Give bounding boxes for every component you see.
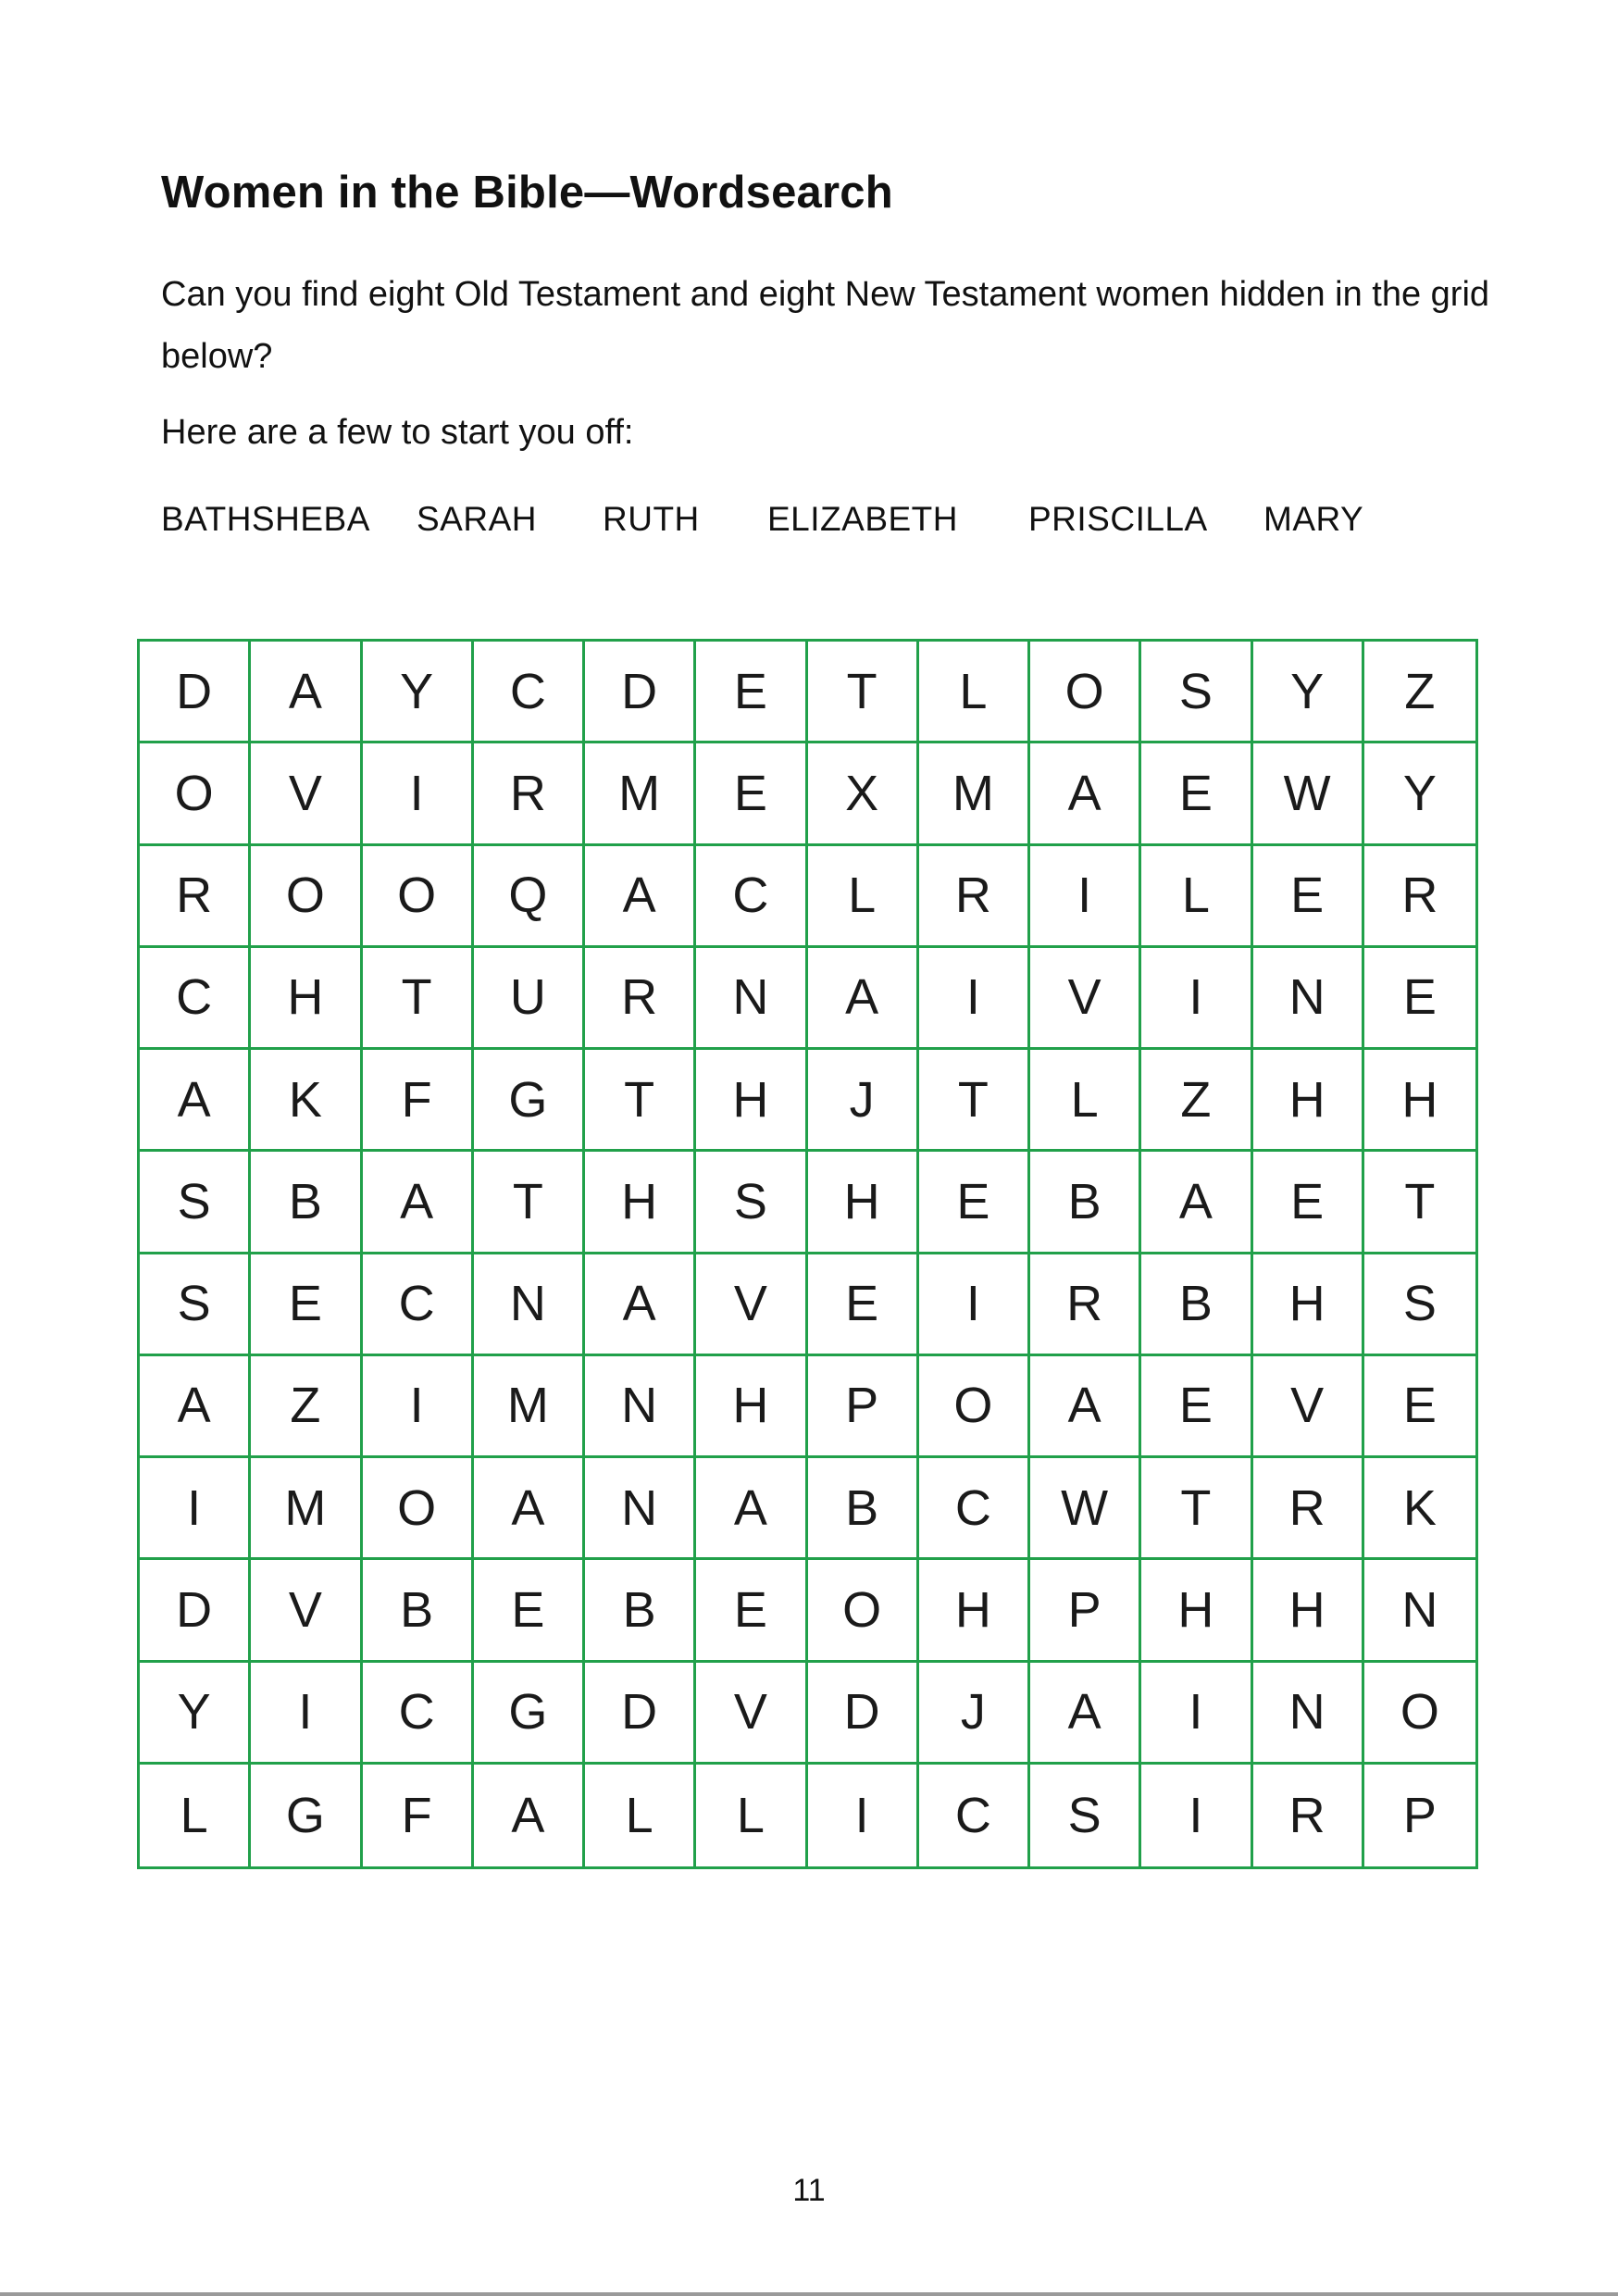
grid-cell-r8-c2[interactable]: Z — [251, 1356, 362, 1458]
grid-cell-r1-c7[interactable]: T — [808, 642, 919, 743]
grid-cell-r3-c6[interactable]: C — [696, 846, 807, 948]
grid-cell-r11-c5[interactable]: D — [585, 1663, 696, 1765]
grid-cell-r3-c9[interactable]: I — [1030, 846, 1141, 948]
grid-cell-r11-c7[interactable]: D — [808, 1663, 919, 1765]
grid-cell-r6-c6[interactable]: S — [696, 1152, 807, 1254]
grid-cell-r2-c5[interactable]: M — [585, 743, 696, 845]
hint-word-sarah: SARAH — [417, 500, 537, 538]
grid-cell-r4-c4[interactable]: U — [474, 948, 585, 1050]
grid-cell-r8-c3[interactable]: I — [363, 1356, 474, 1458]
grid-cell-r10-c8[interactable]: H — [919, 1560, 1030, 1662]
grid-cell-r10-c4[interactable]: E — [474, 1560, 585, 1662]
starter-text: Here are a few to start you off: — [161, 413, 634, 452]
grid-cell-r10-c1[interactable]: D — [140, 1560, 251, 1662]
grid-cell-r2-c12[interactable]: Y — [1364, 743, 1475, 845]
grid-cell-r12-c8[interactable]: C — [919, 1765, 1030, 1866]
grid-cell-r3-c5[interactable]: A — [585, 846, 696, 948]
grid-cell-r6-c1[interactable]: S — [140, 1152, 251, 1254]
grid-cell-r4-c3[interactable]: T — [363, 948, 474, 1050]
grid-cell-r12-c9[interactable]: S — [1030, 1765, 1141, 1866]
grid-cell-r9-c10[interactable]: T — [1141, 1458, 1252, 1560]
grid-cell-r11-c8[interactable]: J — [919, 1663, 1030, 1765]
grid-cell-r1-c5[interactable]: D — [585, 642, 696, 743]
page-number: 11 — [792, 2173, 826, 2208]
grid-cell-r7-c9[interactable]: R — [1030, 1254, 1141, 1356]
grid-cell-r11-c4[interactable]: G — [474, 1663, 585, 1765]
grid-cell-r4-c10[interactable]: I — [1141, 948, 1252, 1050]
grid-cell-r4-c9[interactable]: V — [1030, 948, 1141, 1050]
grid-cell-r8-c10[interactable]: E — [1141, 1356, 1252, 1458]
grid-cell-r3-c1[interactable]: R — [140, 846, 251, 948]
grid-cell-r11-c1[interactable]: Y — [140, 1663, 251, 1765]
grid-cell-r12-c12[interactable]: P — [1402, 1787, 1437, 1843]
grid-cell-r11-c12[interactable]: O — [1364, 1663, 1475, 1765]
grid-cell-r5-c12[interactable]: H — [1364, 1050, 1475, 1152]
instructions-text: Can you find eight Old Testament and eight New Testament women hidden in the grid below? — [161, 275, 1490, 376]
grid-cell-r9-c9[interactable]: W — [1030, 1458, 1141, 1560]
grid-cell-r7-c6[interactable]: V — [696, 1254, 807, 1356]
grid-cell-r7-c8[interactable]: I — [919, 1254, 1030, 1356]
grid-cell-r10-c3[interactable]: B — [363, 1560, 474, 1662]
grid-cell-r2-c4[interactable]: R — [474, 743, 585, 845]
grid-cell-r6-c5[interactable]: H — [585, 1152, 696, 1254]
grid-cell-r12-c2[interactable]: G — [251, 1765, 362, 1866]
grid-cell-r5-c9[interactable]: L — [1030, 1050, 1141, 1152]
grid-cell-r2-c10[interactable]: E — [1141, 743, 1252, 845]
grid-cell-r7-c10[interactable]: B — [1141, 1254, 1252, 1356]
grid-cell-r3-c11[interactable]: E — [1253, 846, 1364, 948]
grid-cell-r12-c6[interactable]: L — [696, 1765, 807, 1866]
grid-cell-r7-c4[interactable]: N — [474, 1254, 585, 1356]
grid-cell-r10-c5[interactable]: B — [585, 1560, 696, 1662]
page-title: Women in the Bible—Wordsearch — [161, 168, 893, 218]
grid-cell-r9-c8[interactable]: C — [919, 1458, 1030, 1560]
grid-cell-r11-c2[interactable]: I — [251, 1663, 362, 1765]
grid-cell-r2-c8[interactable]: M — [919, 743, 1030, 845]
grid-cell-r7-c2[interactable]: E — [251, 1254, 362, 1356]
grid-cell-r4-c12[interactable]: E — [1364, 948, 1475, 1050]
grid-cell-r9-c6[interactable]: A — [696, 1458, 807, 1560]
grid-cell-r1-c10[interactable]: S — [1141, 642, 1252, 743]
grid-cell-r6-c7[interactable]: H — [808, 1152, 919, 1254]
grid-cell-r1-c2[interactable]: A — [251, 642, 362, 743]
grid-cell-r6-c10[interactable]: A — [1141, 1152, 1252, 1254]
grid-cell-r12-c11[interactable]: R — [1253, 1765, 1364, 1866]
grid-cell-r5-c1[interactable]: A — [140, 1050, 251, 1152]
grid-cell-r6-c11[interactable]: E — [1253, 1152, 1364, 1254]
grid-cell-r2-c11[interactable]: W — [1253, 743, 1364, 845]
grid-cell-r6-c12[interactable]: T — [1364, 1152, 1475, 1254]
grid-cell-r7-c5[interactable]: A — [585, 1254, 696, 1356]
grid-cell-r1-c9[interactable]: O — [1030, 642, 1141, 743]
grid-cell-r9-c5[interactable]: N — [585, 1458, 696, 1560]
grid-cell-r1-c12[interactable]: Z — [1364, 642, 1475, 743]
grid-cell-r10-c6[interactable]: E — [696, 1560, 807, 1662]
grid-cell-r5-c3[interactable]: F — [363, 1050, 474, 1152]
grid-cell-r8-c1[interactable]: A — [140, 1356, 251, 1458]
grid-cell-r3-c10[interactable]: L — [1141, 846, 1252, 948]
grid-cell-r11-c9[interactable]: A — [1030, 1663, 1141, 1765]
grid-cell-r5-c5[interactable]: T — [585, 1050, 696, 1152]
grid-cell-r10-c12[interactable]: N — [1364, 1560, 1475, 1662]
grid-cell-r9-c7[interactable]: B — [808, 1458, 919, 1560]
grid-cell-r2-c3[interactable]: I — [363, 743, 474, 845]
grid-cell-r11-c3[interactable]: C — [363, 1663, 474, 1765]
grid-cell-r3-c4[interactable]: Q — [474, 846, 585, 948]
grid-cell-r5-c8[interactable]: T — [919, 1050, 1030, 1152]
grid-cell-r8-c4[interactable]: M — [474, 1356, 585, 1458]
grid-cell-r12-c3[interactable]: F — [363, 1765, 474, 1866]
grid-cell-r12-c1[interactable]: L — [140, 1765, 251, 1866]
grid-cell-r6-c9[interactable]: B — [1030, 1152, 1141, 1254]
hint-word-ruth: RUTH — [603, 500, 700, 538]
grid-cell-r6-c4[interactable]: T — [474, 1152, 585, 1254]
grid-cell-r6-c2[interactable]: B — [251, 1152, 362, 1254]
grid-cell-r12-c10[interactable]: I — [1141, 1765, 1252, 1866]
grid-cell-r4-c5[interactable]: R — [585, 948, 696, 1050]
grid-cell-r11-c11[interactable]: N — [1253, 1663, 1364, 1765]
grid-cell-r10-c2[interactable]: V — [251, 1560, 362, 1662]
grid-cell-r11-c10[interactable]: I — [1141, 1663, 1252, 1765]
grid-cell-r5-c4[interactable]: G — [474, 1050, 585, 1152]
grid-cell-r3-c7[interactable]: L — [808, 846, 919, 948]
grid-cell-r5-c7[interactable]: J — [808, 1050, 919, 1152]
grid-cell-r8-c11[interactable]: V — [1253, 1356, 1364, 1458]
grid-cell-r3-c3[interactable]: O — [363, 846, 474, 948]
grid-cell-r5-c10[interactable]: Z — [1141, 1050, 1252, 1152]
grid-cell-r9-c12[interactable]: K — [1364, 1458, 1475, 1560]
grid-cell-r4-c7[interactable]: A — [808, 948, 919, 1050]
grid-cell-r8-c8[interactable]: O — [919, 1356, 1030, 1458]
grid-cell-r4-c6[interactable]: N — [696, 948, 807, 1050]
wordsearch-grid — [137, 639, 1478, 1869]
grid-cell-r12-c5[interactable]: L — [585, 1765, 696, 1866]
grid-cell-r9-c2[interactable]: M — [251, 1458, 362, 1560]
hint-word-elizabeth: ELIZABETH — [767, 500, 958, 538]
grid-cell-r12-c4[interactable]: A — [474, 1765, 585, 1866]
hint-word-priscilla: PRISCILLA — [1028, 500, 1208, 538]
grid-cell-r1-c8[interactable]: L — [919, 642, 1030, 743]
grid-cell-r1-c4[interactable]: C — [474, 642, 585, 743]
grid-cell-r7-c7[interactable]: E — [808, 1254, 919, 1356]
grid-cell-r8-c5[interactable]: N — [585, 1356, 696, 1458]
grid-cell-r2-c1[interactable]: O — [140, 743, 251, 845]
grid-cell-r1-c3[interactable]: Y — [363, 642, 474, 743]
grid-cell-r3-c12[interactable]: R — [1364, 846, 1475, 948]
bottom-rule — [0, 2292, 1618, 2296]
grid-cell-r4-c8[interactable]: I — [919, 948, 1030, 1050]
grid-cell-r8-c6[interactable]: H — [696, 1356, 807, 1458]
grid-cell-r3-c8[interactable]: R — [919, 846, 1030, 948]
grid-cell-r9-c3[interactable]: O — [363, 1458, 474, 1560]
grid-cell-r2-c6[interactable]: E — [696, 743, 807, 845]
hint-word-mary: MARY — [1263, 500, 1364, 538]
grid-cell-r1-c1[interactable]: D — [140, 642, 251, 743]
grid-cell-r9-c1[interactable]: I — [140, 1458, 251, 1560]
grid-cell-r5-c11[interactable]: H — [1253, 1050, 1364, 1152]
grid-cell-r7-c3[interactable]: C — [363, 1254, 474, 1356]
grid-cell-r7-c1[interactable]: S — [140, 1254, 251, 1356]
grid-cell-r4-c2[interactable]: H — [251, 948, 362, 1050]
grid-cell-r3-c2[interactable]: O — [251, 846, 362, 948]
grid-cell-r11-c6[interactable]: V — [696, 1663, 807, 1765]
grid-cell-r9-c4[interactable]: A — [474, 1458, 585, 1560]
grid-cell-r5-c6[interactable]: H — [696, 1050, 807, 1152]
grid-cell-r6-c8[interactable]: E — [919, 1152, 1030, 1254]
grid-cell-r10-c11[interactable]: H — [1253, 1560, 1364, 1662]
grid-cell-r8-c12[interactable]: E — [1364, 1356, 1475, 1458]
grid-cell-r6-c3[interactable]: A — [363, 1152, 474, 1254]
grid-cell-r2-c2[interactable]: V — [251, 743, 362, 845]
grid-cell-r1-c11[interactable]: Y — [1253, 642, 1364, 743]
grid-cell-r4-c1[interactable]: C — [140, 948, 251, 1050]
grid-cell-r2-c9[interactable]: A — [1030, 743, 1141, 845]
grid-cell-r10-c7[interactable]: O — [808, 1560, 919, 1662]
grid-cell-r10-c9[interactable]: P — [1030, 1560, 1141, 1662]
grid-cell-r7-c11[interactable]: H — [1253, 1254, 1364, 1356]
grid-cell-r1-c6[interactable]: E — [696, 642, 807, 743]
grid-cell-r8-c9[interactable]: A — [1030, 1356, 1141, 1458]
grid-cell-r9-c11[interactable]: R — [1253, 1458, 1364, 1560]
hint-word-bathsheba: BATHSHEBA — [161, 500, 370, 538]
grid-cell-r5-c2[interactable]: K — [251, 1050, 362, 1152]
grid-cell-r4-c11[interactable]: N — [1253, 948, 1364, 1050]
grid-cell-r12-c7[interactable]: I — [808, 1765, 919, 1866]
grid-cell-r2-c7[interactable]: X — [808, 743, 919, 845]
grid-cell-r10-c10[interactable]: H — [1141, 1560, 1252, 1662]
grid-cell-r8-c7[interactable]: P — [808, 1356, 919, 1458]
grid-cell-r7-c12[interactable]: S — [1364, 1254, 1475, 1356]
